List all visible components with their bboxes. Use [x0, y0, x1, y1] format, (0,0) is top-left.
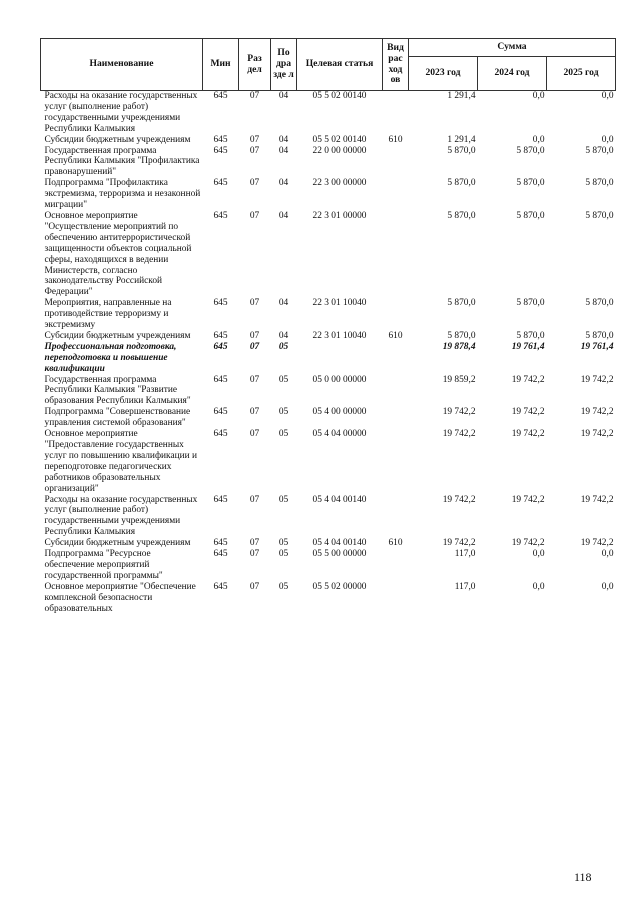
row-sum-2023: 19 859,2	[442, 374, 476, 385]
row-sum-2024: 0,0	[532, 549, 545, 560]
table-row	[41, 298, 616, 331]
row-sum-2024: 5 870,0	[516, 145, 545, 156]
row-sum-2023: 19 742,2	[442, 407, 476, 418]
header-vid: Вид рас ход ов	[383, 39, 409, 91]
table-body	[41, 91, 616, 615]
row-podrazdel: 04	[278, 298, 289, 309]
table-row	[41, 495, 616, 539]
row-min: 645	[213, 538, 228, 549]
row-sum-2025: 0,0	[601, 134, 614, 145]
row-razdel: 07	[249, 494, 260, 505]
row-name: Государственная программа Республики Калмыкия "Развитие образования Республики Калмыкия"	[44, 374, 191, 407]
row-sum-2025: 19 742,2	[580, 407, 614, 418]
row-sum-2025: 19 742,2	[580, 429, 614, 440]
table-row	[41, 342, 616, 375]
row-vid	[383, 407, 409, 429]
row-sum-2025: 5 870,0	[585, 330, 614, 341]
row-podrazdel: 05	[278, 429, 289, 440]
row-name: Государственная программа Республики Калмыкия "Профилактика правонарушений"	[44, 145, 200, 178]
header-min: Мин	[203, 39, 239, 91]
row-target: 05 4 04 00140	[312, 538, 367, 549]
row-sum-2025: 19 742,2	[580, 374, 614, 385]
row-name: Основное мероприятие "Предоставление государственных услуг по повышению квалификации и переподготовке педагогических работников образовательных организаций"	[44, 429, 198, 494]
row-vid	[383, 178, 409, 211]
row-sum-2025: 5 870,0	[585, 298, 614, 309]
row-target: 05 5 02 00140	[312, 91, 367, 101]
row-min: 645	[213, 374, 228, 385]
header-razdel: Раз дел	[239, 39, 271, 91]
row-razdel: 07	[249, 134, 260, 145]
row-razdel: 07	[249, 341, 260, 352]
header-2025: 2025 год	[547, 57, 616, 91]
row-razdel: 07	[249, 210, 260, 221]
row-target: 05 4 00 00000	[312, 407, 367, 418]
row-min: 645	[213, 407, 228, 418]
row-sum-2024: 5 870,0	[516, 298, 545, 309]
row-vid	[383, 429, 409, 494]
table-row	[41, 331, 616, 342]
row-sum-2025: 5 870,0	[585, 210, 614, 221]
row-podrazdel: 05	[278, 407, 289, 418]
row-target: 22 3 01 00000	[312, 210, 367, 221]
row-vid	[383, 91, 409, 135]
row-podrazdel: 04	[278, 330, 289, 341]
header-name: Наименование	[41, 39, 203, 91]
row-sum-2023: 117,0	[454, 581, 476, 592]
row-razdel: 07	[249, 330, 260, 341]
row-sum-2023: 5 870,0	[447, 178, 476, 189]
row-sum-2025: 0,0	[601, 549, 614, 560]
row-min: 645	[213, 341, 228, 352]
row-name: Субсидии бюджетным учреждениям	[44, 538, 191, 549]
row-sum-2024: 19 742,2	[511, 494, 545, 505]
table-row	[41, 211, 616, 298]
header-target: Целевая статья	[297, 39, 383, 91]
row-min: 645	[213, 549, 228, 560]
row-sum-2024: 0,0	[532, 134, 545, 145]
row-podrazdel: 05	[278, 494, 289, 505]
row-min: 645	[213, 330, 228, 341]
row-sum-2025: 19 742,2	[580, 494, 614, 505]
table-row	[41, 549, 616, 582]
row-sum-2025: 5 870,0	[585, 178, 614, 189]
row-razdel: 07	[249, 429, 260, 440]
row-target: 05 4 04 00000	[312, 429, 367, 440]
table-row	[41, 91, 616, 135]
row-target: 05 0 00 00000	[312, 374, 367, 385]
row-vid: 610	[388, 330, 403, 341]
header-2024: 2024 год	[478, 57, 547, 91]
row-sum-2025: 0,0	[601, 91, 614, 101]
row-razdel: 07	[249, 549, 260, 560]
row-min: 645	[213, 494, 228, 505]
budget-table	[40, 38, 616, 615]
row-target: 22 3 00 00000	[312, 178, 367, 189]
row-name: Подпрограмма "Совершенствование управления системой образования"	[44, 407, 191, 429]
row-target	[297, 342, 383, 375]
row-name: Основное мероприятие "Обеспечение комплексной безопасности образовательных	[44, 581, 196, 614]
row-sum-2024: 0,0	[532, 91, 545, 101]
row-sum-2024: 19 742,2	[511, 374, 545, 385]
row-vid	[383, 342, 409, 375]
row-min: 645	[213, 134, 228, 145]
row-razdel: 07	[249, 298, 260, 309]
row-name: Мероприятия, направленные на противодействие терроризму и экстремизму	[44, 298, 172, 331]
row-name: Подпрограмма "Профилактика экстремизма, терроризма и незаконной миграции"	[44, 178, 201, 211]
row-sum-2024: 5 870,0	[516, 210, 545, 221]
table-row	[41, 407, 616, 429]
row-sum-2025: 19 761,4	[580, 341, 614, 352]
row-vid	[383, 146, 409, 179]
row-sum-2024: 19 742,2	[511, 538, 545, 549]
row-target: 05 4 04 00140	[312, 494, 367, 505]
table-row	[41, 582, 616, 615]
row-target: 22 3 01 10040	[312, 298, 367, 309]
row-sum-2024: 19 742,2	[511, 407, 545, 418]
row-sum-2025: 19 742,2	[580, 538, 614, 549]
row-sum-2023: 1 291,4	[447, 91, 476, 101]
row-min: 645	[213, 145, 228, 156]
row-sum-2023: 19 742,2	[442, 429, 476, 440]
row-vid: 610	[388, 538, 403, 549]
table-row	[41, 538, 616, 549]
row-min: 645	[213, 581, 228, 592]
row-name: Основное мероприятие "Осуществление мероприятий по обеспечению антитеррористической защищенности объектов социальной сферы, находящихся в ведении Министерств, согласно законодательству Российской Федерации"	[44, 210, 192, 298]
row-sum-2025: 5 870,0	[585, 145, 614, 156]
row-vid	[383, 298, 409, 331]
row-min: 645	[213, 429, 228, 440]
row-name: Субсидии бюджетным учреждениям	[44, 134, 191, 145]
row-sum-2023: 1 291,4	[447, 134, 476, 145]
row-razdel: 07	[249, 145, 260, 156]
budget-table-page	[40, 38, 615, 615]
row-min: 645	[213, 178, 228, 189]
row-razdel: 07	[249, 538, 260, 549]
row-podrazdel: 05	[278, 374, 289, 385]
table-row	[41, 429, 616, 494]
row-sum-2023: 5 870,0	[447, 210, 476, 221]
row-sum-2023: 5 870,0	[447, 145, 476, 156]
row-podrazdel: 04	[278, 134, 289, 145]
row-name: Расходы на оказание государственных услуг (выполнение работ) государственными учреждениями Республики Калмыкия	[44, 494, 198, 538]
row-target: 05 5 00 00000	[312, 549, 367, 560]
row-sum-2023: 5 870,0	[447, 298, 476, 309]
row-min: 645	[213, 298, 228, 309]
header-podrazdel: По дра зде л	[271, 39, 297, 91]
row-min: 645	[213, 210, 228, 221]
header-sum: Сумма	[409, 39, 616, 57]
row-target: 05 5 02 00000	[312, 581, 367, 592]
row-podrazdel: 04	[278, 210, 289, 221]
row-podrazdel: 05	[278, 549, 289, 560]
table-row	[41, 178, 616, 211]
row-sum-2024: 19 742,2	[511, 429, 545, 440]
row-sum-2024: 19 761,4	[511, 341, 545, 352]
page-number: 118	[574, 870, 592, 884]
row-name: Профессиональная подготовка, переподготовка и повышение квалификации	[44, 341, 177, 374]
table-row	[41, 375, 616, 408]
header-2023: 2023 год	[409, 57, 478, 91]
row-sum-2023: 117,0	[454, 549, 476, 560]
row-razdel: 07	[249, 374, 260, 385]
row-razdel: 07	[249, 91, 260, 101]
row-sum-2023: 19 742,2	[442, 538, 476, 549]
row-sum-2024: 0,0	[532, 581, 545, 592]
row-podrazdel: 05	[278, 341, 289, 352]
row-podrazdel: 04	[278, 91, 289, 101]
row-razdel: 07	[249, 407, 260, 418]
row-target: 22 3 01 10040	[312, 330, 367, 341]
row-sum-2024: 5 870,0	[516, 330, 545, 341]
row-name: Подпрограмма "Ресурсное обеспечение мероприятий государственной программы"	[44, 549, 163, 581]
row-podrazdel: 04	[278, 145, 289, 156]
table-row	[41, 135, 616, 146]
row-sum-2023: 19 742,2	[442, 494, 476, 505]
row-sum-2025: 0,0	[601, 581, 614, 592]
row-min: 645	[213, 91, 228, 101]
row-target: 05 5 02 00140	[312, 134, 367, 145]
row-sum-2024: 5 870,0	[516, 178, 545, 189]
row-vid	[383, 582, 409, 615]
row-vid	[383, 375, 409, 408]
row-podrazdel: 05	[278, 538, 289, 549]
row-razdel: 07	[249, 581, 260, 592]
row-podrazdel: 05	[278, 581, 289, 592]
row-vid	[383, 495, 409, 539]
row-target: 22 0 00 00000	[312, 145, 367, 156]
row-vid: 610	[388, 134, 403, 145]
row-razdel: 07	[249, 178, 260, 189]
row-name: Расходы на оказание государственных услуг (выполнение работ) государственными учреждениями Республики Калмыкия	[44, 91, 198, 134]
table-row	[41, 146, 616, 179]
row-vid	[383, 211, 409, 298]
row-podrazdel: 04	[278, 178, 289, 189]
row-sum-2023: 19 878,4	[442, 341, 476, 352]
row-vid	[383, 549, 409, 582]
row-name: Субсидии бюджетным учреждениям	[44, 330, 191, 341]
row-sum-2023: 5 870,0	[447, 330, 476, 341]
